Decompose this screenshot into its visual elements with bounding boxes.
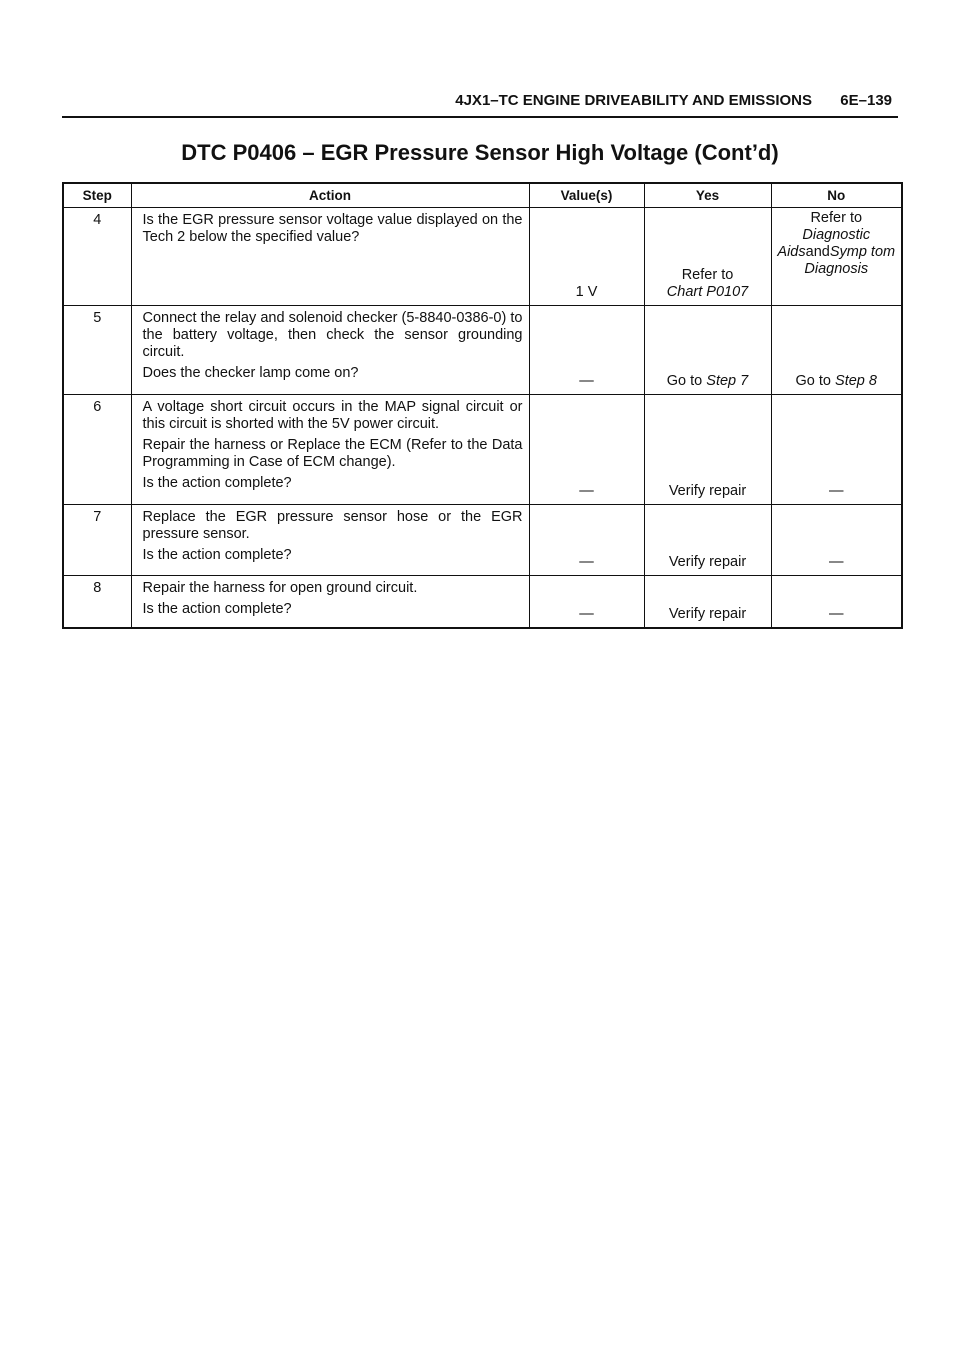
action-cell [131,208,529,306]
table-row [63,576,902,628]
action-cell [131,395,529,505]
value-cell: — [529,576,644,628]
column-header-no: No [771,183,902,208]
value-cell: 1 V [529,208,644,306]
table-row [63,505,902,576]
step-number: 8 [63,576,131,628]
value-cell: — [529,306,644,395]
no-cell: — [771,576,902,628]
yes-cell: Verify repair [644,505,771,576]
no-reference-2: Symp tom Diagnosis [804,244,896,277]
yes-cell [644,208,771,306]
action-text: Connect the relay and solenoid checker (5-8840-0386-0) to the battery voltage, then check the sensor grounding circuit. [142,310,523,360]
value-cell: — [529,395,644,505]
no-connector: and [805,244,830,260]
yes-cell [644,306,771,395]
yes-text: Go to [666,373,703,389]
yes-reference: Step 7 [706,373,749,389]
yes-cell: Verify repair [644,576,771,628]
no-reference: Step 8 [835,373,877,389]
value-cell: — [529,505,644,576]
action-cell [131,576,529,628]
document-title: DTC P0406 – EGR Pressure Sensor High Voltage (Cont’d) [181,140,779,165]
no-text: Refer to [810,210,863,226]
table-row [63,395,902,505]
column-header-step: Step [63,183,131,208]
page-header [62,88,898,118]
action-question: Is the action complete? [142,547,292,563]
no-cell [771,208,902,306]
page-number: 6E–139 [840,92,892,109]
step-number: 7 [63,505,131,576]
step-number: 4 [63,208,131,306]
yes-cell: Verify repair [644,395,771,505]
column-header-yes: Yes [644,183,771,208]
table-row [63,208,902,306]
no-cell: — [771,395,902,505]
action-question: Is the action complete? [142,601,292,617]
table-header-row [63,183,902,208]
no-text: Go to [795,373,831,389]
action-question: Is the action complete? [142,475,292,491]
no-cell: — [771,505,902,576]
action-question: Does the checker lamp come on? [142,365,359,381]
action-text: A voltage short circuit occurs in the MAP signal circuit or this circuit is shorted with the 5V power circuit. [142,399,523,432]
no-cell [771,306,902,395]
column-header-action: Action [131,183,529,208]
action-cell [131,306,529,395]
yes-text: Refer to [681,267,734,283]
action-text: Repair the harness or Replace the ECM (Refer to the Data Programming in Case of ECM change). [142,437,523,470]
diagnostic-table [62,182,903,629]
step-number: 6 [63,395,131,505]
step-number: 5 [63,306,131,395]
yes-reference: Chart P0107 [666,284,749,300]
action-text: Replace the EGR pressure sensor hose or the EGR pressure sensor. [142,509,523,542]
no-reference-1: Diagnostic Aids [777,227,871,260]
column-header-values: Value(s) [529,183,644,208]
action-text: Is the EGR pressure sensor voltage value displayed on the Tech 2 below the specified value? [142,212,523,245]
table-row [63,306,902,395]
section-title: 4JX1–TC ENGINE DRIVEABILITY AND EMISSIONS [455,92,812,109]
action-cell [131,505,529,576]
action-text: Repair the harness for open ground circuit. [142,580,418,596]
